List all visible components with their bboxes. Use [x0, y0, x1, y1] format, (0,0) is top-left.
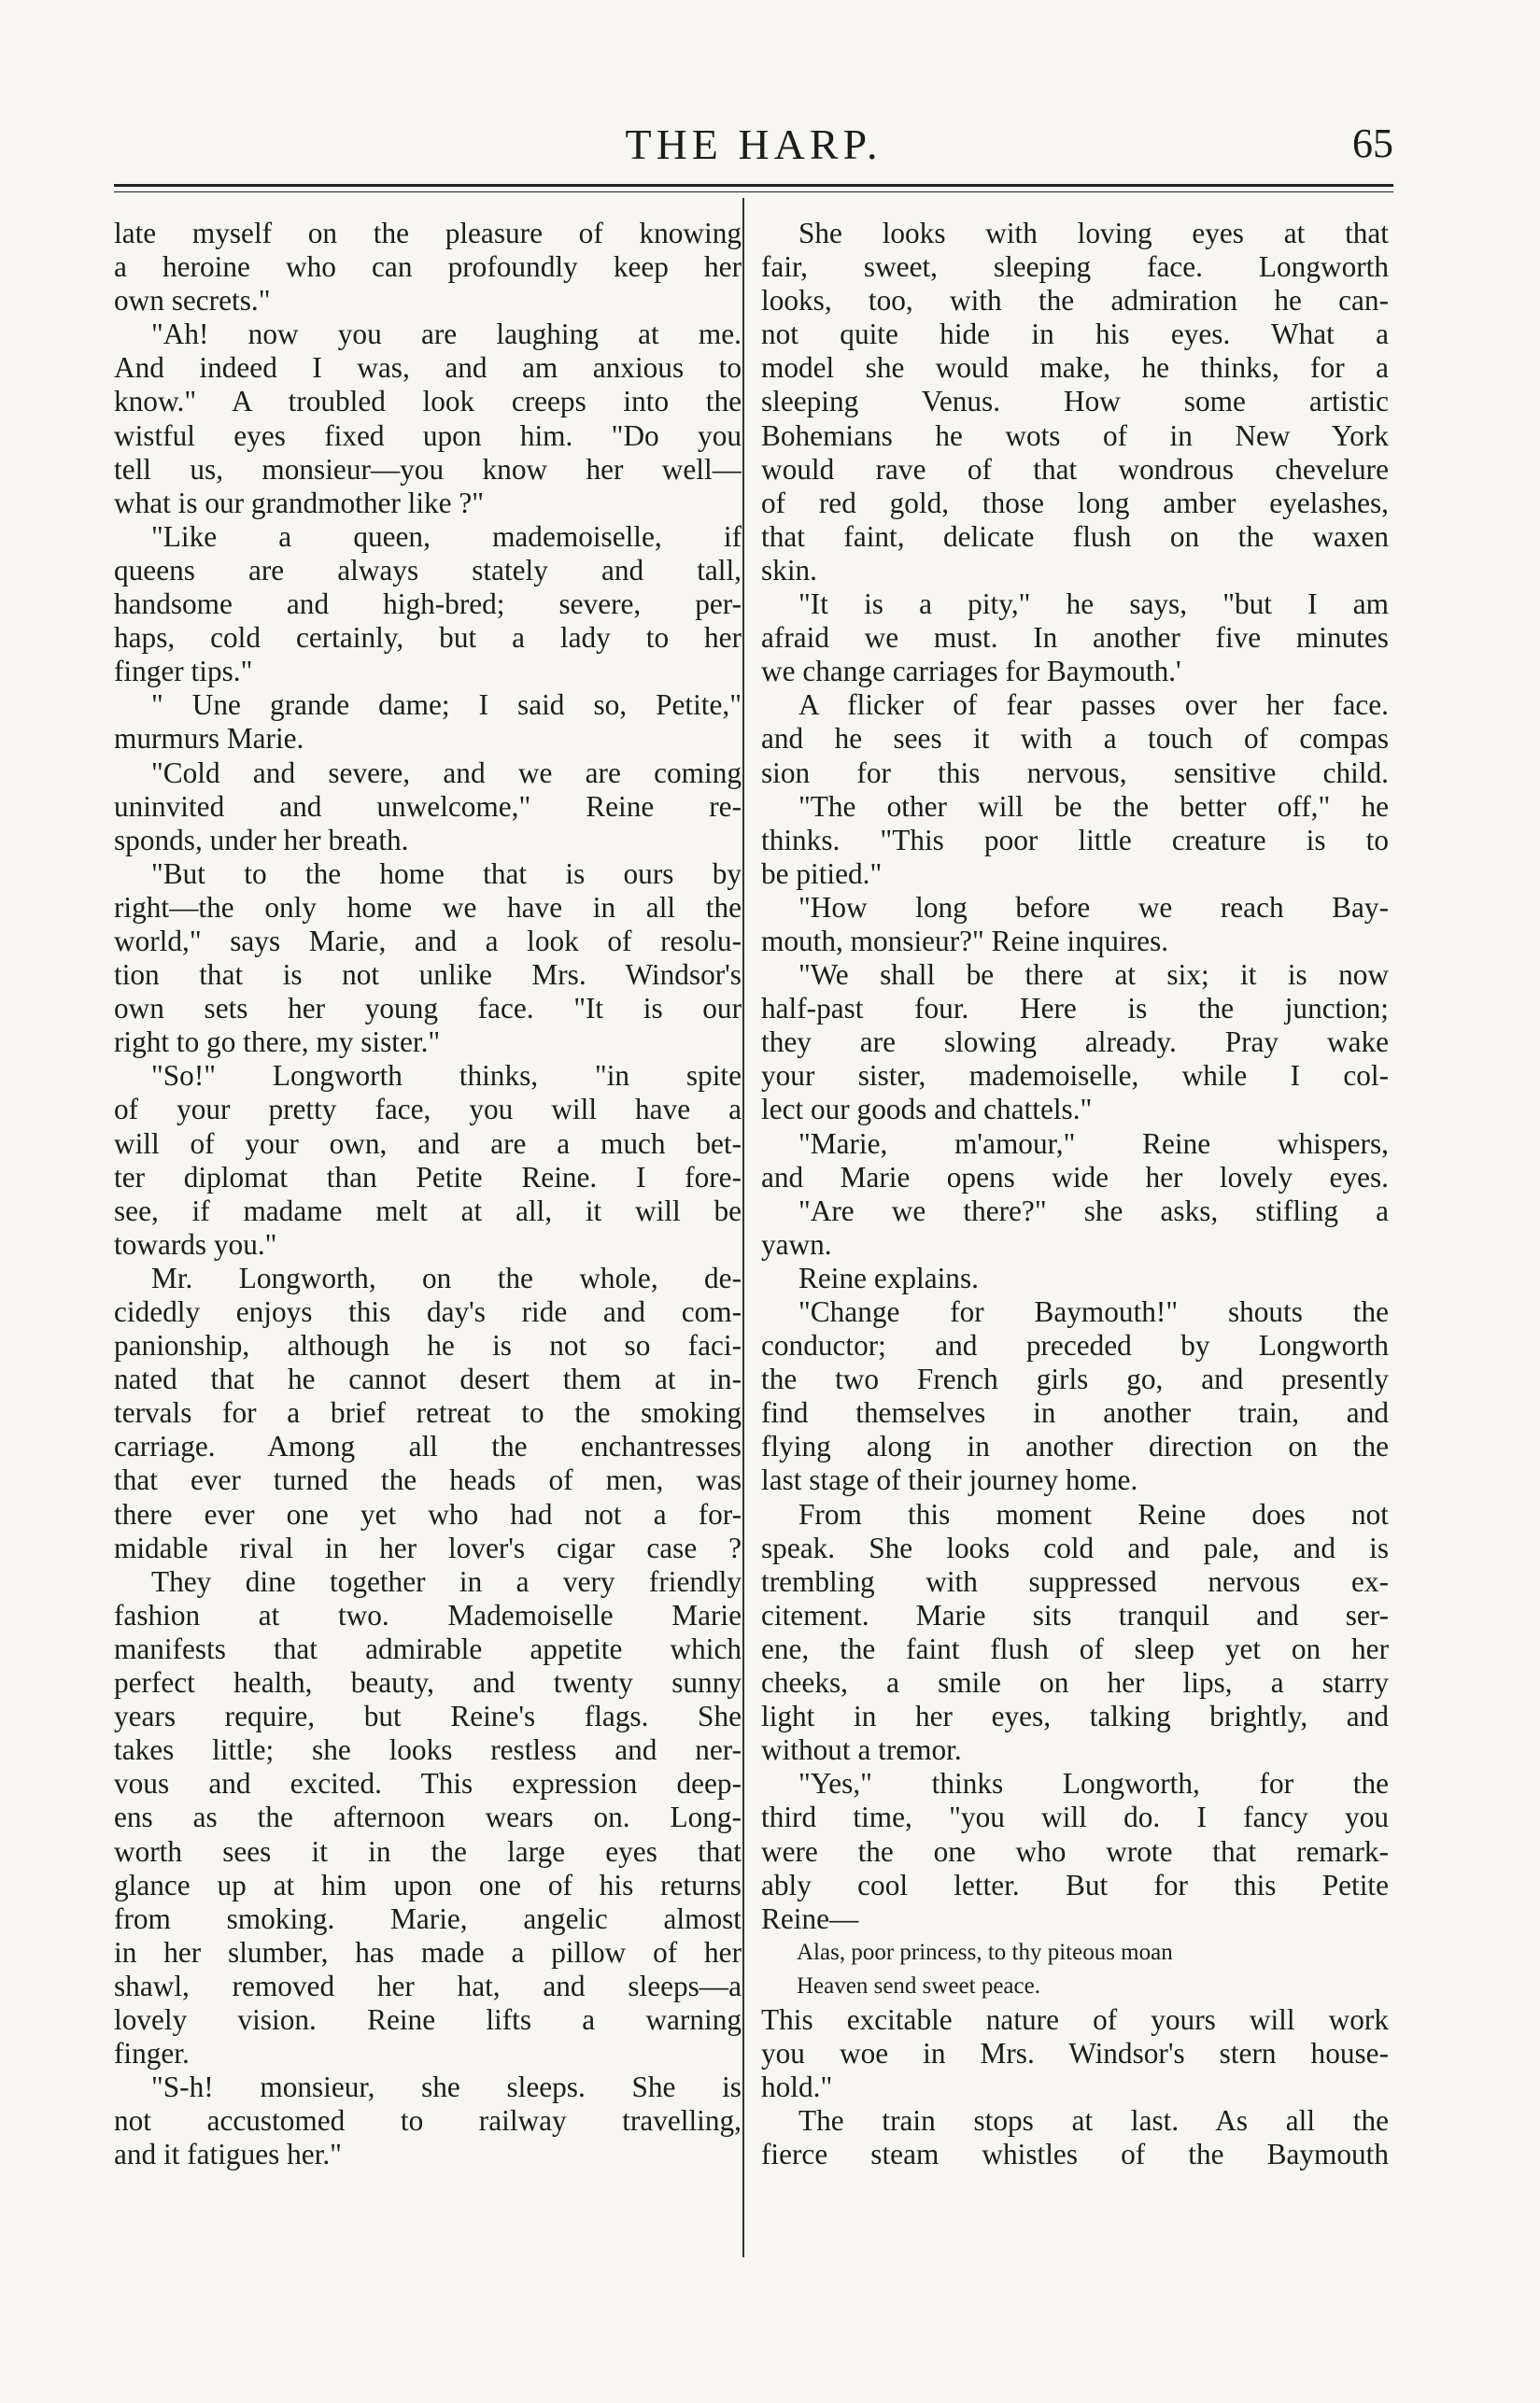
text-line: skin. — [761, 553, 817, 587]
text-line: last stage of their journey home. — [761, 1463, 1138, 1497]
text-line: "Like a queen, mademoiselle, if — [151, 519, 742, 553]
text-line: cidedly enjoys this day's ride and com- — [114, 1295, 742, 1328]
text-line: trembling with suppressed nervous ex- — [761, 1564, 1389, 1598]
left-column — [114, 217, 742, 2171]
text-line: murmurs Marie. — [114, 722, 304, 756]
verse-line: Alas, poor princess, to thy piteous moan — [797, 1939, 1173, 1965]
right-column — [761, 217, 1389, 2171]
page-header — [114, 120, 1393, 176]
text-line: Mr. Longworth, on the whole, de- — [151, 1261, 742, 1294]
text-line: find themselves in another train, and — [761, 1396, 1389, 1430]
text-line: carriage. Among all the enchantresses — [114, 1430, 742, 1463]
text-line: conductor; and preceded by Longworth — [761, 1329, 1389, 1363]
text-line: own secrets." — [114, 284, 271, 318]
text-line: uninvited and unwelcome," Reine re- — [114, 789, 742, 823]
text-line: there ever one yet who had not a for- — [114, 1497, 742, 1531]
text-line: A flicker of fear passes over her face. — [798, 688, 1389, 722]
text-line: takes little; she looks restless and ner- — [114, 1733, 742, 1767]
text-line: shawl, removed her hat, and sleeps—a — [114, 1969, 742, 2002]
text-line: will of your own, and are a much bet- — [114, 1126, 742, 1160]
text-line: handsome and high-bred; severe, per- — [114, 587, 742, 621]
text-line: sponds, under her breath. — [114, 823, 409, 856]
text-line: half-past four. Here is the junction; — [761, 992, 1389, 1025]
text-line: "We shall be there at six; it is now — [798, 958, 1389, 992]
column-divider — [742, 198, 744, 2257]
text-line: "Are we there?" she asks, stifling a — [798, 1194, 1389, 1227]
text-line: and it fatigues her." — [114, 2138, 342, 2171]
text-line: midable rival in her lover's cigar case ? — [114, 1531, 742, 1564]
text-line: perfect health, beauty, and twenty sunny — [114, 1666, 742, 1700]
text-line: late myself on the pleasure of knowing — [114, 217, 742, 249]
text-line: fierce steam whistles of the Baymouth — [761, 2138, 1389, 2171]
text-line: were the one who wrote that remark- — [761, 1834, 1389, 1868]
text-line: worth sees it in the large eyes that — [114, 1834, 742, 1868]
text-line: they are slowing already. Pray wake — [761, 1025, 1389, 1059]
text-line: ter diplomat than Petite Reine. I fore- — [114, 1160, 742, 1194]
text-line: that faint, delicate flush on the waxen — [761, 519, 1389, 553]
text-line: of red gold, those long amber eyelashes, — [761, 486, 1389, 519]
text-line: wistful eyes fixed upon him. "Do you — [114, 418, 742, 452]
text-line: Bohemians he wots of in New York — [761, 418, 1389, 452]
text-line: and he sees it with a touch of compas — [761, 722, 1389, 756]
text-line: afraid we must. In another five minutes — [761, 621, 1389, 655]
text-line: glance up at him upon one of his returns — [114, 1868, 742, 1901]
text-line: "Change for Baymouth!" shouts the — [798, 1295, 1389, 1328]
text-line: in her slumber, has made a pillow of her — [114, 1935, 742, 1969]
text-line: third time, "you will do. I fancy you — [761, 1801, 1389, 1834]
text-line: right to go there, my sister." — [114, 1025, 441, 1059]
text-line: tion that is not unlike Mrs. Windsor's — [114, 958, 742, 992]
text-line: "How long before we reach Bay- — [798, 890, 1389, 924]
text-line: lovely vision. Reine lifts a warning — [114, 2002, 742, 2036]
verse-line: Heaven send sweet peace. — [797, 1972, 1040, 1999]
text-line: "It is a pity," he says, "but I am — [798, 587, 1389, 621]
text-line: haps, cold certainly, but a lady to her — [114, 621, 742, 655]
text-line: "So!" Longworth thinks, "in spite — [151, 1059, 742, 1093]
text-line: lect our goods and chattels." — [761, 1093, 1093, 1126]
text-line: would rave of that wondrous chevelure — [761, 452, 1389, 486]
text-line: yawn. — [761, 1227, 832, 1261]
text-line: They dine together in a very friendly — [151, 1564, 742, 1598]
page-number: 65 — [1352, 120, 1393, 166]
text-line: "Cold and severe, and we are coming — [151, 756, 742, 789]
text-line: the two French girls go, and presently — [761, 1363, 1389, 1396]
text-line: own sets her young face. "It is our — [114, 992, 742, 1025]
text-line: "But to the home that is ours by — [151, 856, 742, 890]
text-line: without a tremor. — [761, 1733, 962, 1767]
text-line: we change carriages for Baymouth.' — [761, 655, 1181, 688]
text-line: looks, too, with the admiration he can- — [761, 284, 1389, 318]
header-rule-thick — [114, 184, 1393, 187]
text-line: speak. She looks cold and pale, and is — [761, 1531, 1389, 1564]
text-line: towards you." — [114, 1227, 277, 1261]
text-line: not accustomed to railway travelling, — [114, 2104, 742, 2138]
text-line: " Une grande dame; I said so, Petite," — [151, 688, 742, 722]
text-line: nated that he cannot desert them at in- — [114, 1363, 742, 1396]
text-line: She looks with loving eyes at that — [798, 217, 1389, 249]
text-line: a heroine who can profoundly keep her — [114, 250, 742, 284]
text-line: "Yes," thinks Longworth, for the — [798, 1767, 1389, 1801]
text-line: right—the only home we have in all the — [114, 890, 742, 924]
text-line: sleeping Venus. How some artistic — [761, 385, 1389, 418]
text-line: sion for this nervous, sensitive child. — [761, 756, 1389, 789]
text-line: years require, but Reine's flags. She — [114, 1700, 742, 1733]
text-line: From this moment Reine does not — [798, 1497, 1389, 1531]
text-line: ene, the faint flush of sleep yet on her — [761, 1632, 1389, 1665]
text-line: you woe in Mrs. Windsor's stern house- — [761, 2037, 1389, 2071]
text-line: see, if madame melt at all, it will be — [114, 1194, 742, 1227]
text-line: "The other will be the better off," he — [798, 789, 1389, 823]
text-line: ens as the afternoon wears on. Long- — [114, 1801, 742, 1834]
text-line: queens are always stately and tall, — [114, 553, 742, 587]
text-line: flying along in another direction on the — [761, 1430, 1389, 1463]
text-line: from smoking. Marie, angelic almost — [114, 1901, 742, 1935]
text-line: tervals for a brief retreat to the smoking — [114, 1396, 742, 1430]
text-line: panionship, although he is not so faci- — [114, 1329, 742, 1363]
text-line: and Marie opens wide her lovely eyes. — [761, 1160, 1389, 1194]
text-line: fashion at two. Mademoiselle Marie — [114, 1598, 742, 1632]
text-line: thinks. "This poor little creature is to — [761, 823, 1389, 856]
text-line: mouth, monsieur?" Reine inquires. — [761, 924, 1169, 957]
text-line: cheeks, a smile on her lips, a starry — [761, 1666, 1389, 1700]
text-line: finger. — [114, 2037, 190, 2071]
text-line: "Marie, m'amour," Reine whispers, — [798, 1126, 1389, 1160]
text-line: ably cool letter. But for this Petite — [761, 1868, 1389, 1901]
text-line: finger tips." — [114, 655, 253, 688]
text-line: not quite hide in his eyes. What a — [761, 318, 1389, 351]
text-line: your sister, mademoiselle, while I col- — [761, 1059, 1389, 1093]
text-line: tell us, monsieur—you know her well— — [114, 452, 742, 486]
running-title: THE HARP. — [625, 120, 883, 168]
text-line: This excitable nature of yours will work — [761, 2002, 1389, 2036]
text-line: hold." — [761, 2071, 833, 2104]
text-line: vous and excited. This expression deep- — [114, 1767, 742, 1801]
text-line: that ever turned the heads of men, was — [114, 1463, 742, 1497]
text-line: world," says Marie, and a look of resolu- — [114, 924, 742, 957]
text-line: Reine explains. — [798, 1261, 979, 1294]
text-line: of your pretty face, you will have a — [114, 1093, 742, 1126]
text-line: fair, sweet, sleeping face. Longworth — [761, 250, 1389, 284]
text-line: "Ah! now you are laughing at me. — [151, 318, 742, 351]
text-line: know." A troubled look creeps into the — [114, 385, 742, 418]
text-line: And indeed I was, and am anxious to — [114, 351, 742, 385]
text-line: model she would make, he thinks, for a — [761, 351, 1389, 385]
text-line: The train stops at last. As all the — [798, 2104, 1389, 2138]
text-line: citement. Marie sits tranquil and ser- — [761, 1598, 1389, 1632]
text-line: be pitied." — [761, 856, 883, 890]
text-line: manifests that admirable appetite which — [114, 1632, 742, 1665]
text-line: what is our grandmother like ?" — [114, 486, 485, 519]
text-line: Reine— — [761, 1901, 859, 1935]
header-rule-thin — [114, 191, 1393, 192]
text-line: light in her eyes, talking brightly, and — [761, 1700, 1389, 1733]
text-line: "S-h! monsieur, she sleeps. She is — [151, 2071, 742, 2104]
